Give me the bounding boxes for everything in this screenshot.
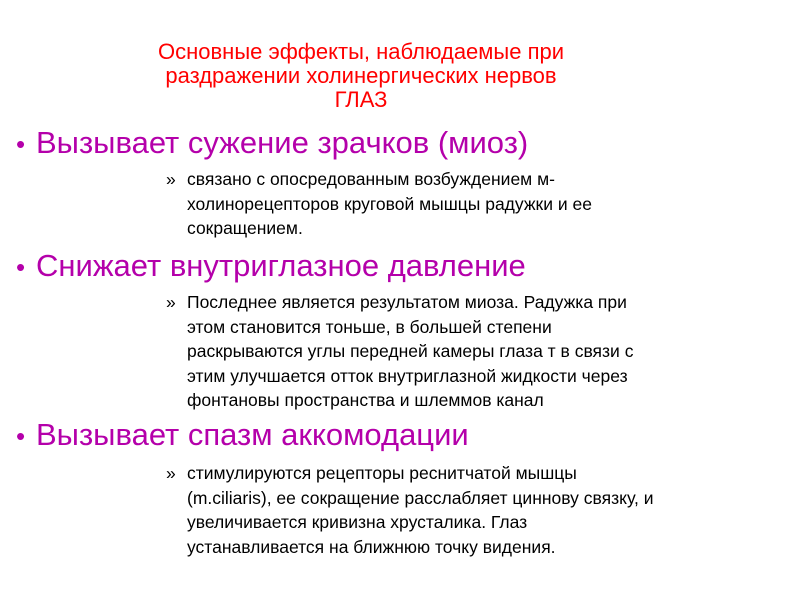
bullet-text: Снижает внутриглазное давление [36,248,526,283]
bullet-text: Вызывает спазм аккомодации [36,417,469,452]
bullet-item [16,417,469,454]
bullet-marker: • [16,252,26,282]
sub-bullet-line: стимулируются рецепторы реснитчатой мышцы [187,463,577,483]
bullet-marker: • [16,421,26,451]
sub-bullet-line: устанавливается на ближнюю точку видения. [187,536,556,557]
sub-bullet [166,167,798,241]
slide-title [0,40,722,112]
sub-bullet-line: раскрываются углы передней камеры глаза т в связи с [187,341,634,361]
title-line: ГЛАЗ [334,87,388,112]
sub-bullet-marker: » [166,463,176,483]
sub-bullet-line: этим улучшается отток внутриглазной жидкости через [187,365,628,386]
sub-bullet [166,461,798,559]
bullet-item [16,248,526,285]
bullet-text: Вызывает сужение зрачков (миоз) [36,125,529,160]
sub-bullet [166,290,798,413]
sub-bullet-line: фонтановы пространства и шлеммов канал [187,390,544,410]
sub-bullet-line: (m.ciliaris), ее сокращение расслабляет циннову связку, и [187,487,654,508]
bullet-marker: • [16,129,26,159]
sub-bullet-line: Последнее является результатом миоза. Радужка при [187,292,627,312]
sub-bullet-line: связано с опосредованным возбуждением м- [187,169,555,189]
sub-bullet-line: этом становится тоньше, в большей степени [187,316,552,337]
sub-bullet-line: холинорецепторов круговой мышцы радужки и ее [187,193,592,214]
bullet-item [16,125,528,162]
title-line: Основные эффекты, наблюдаемые при [157,39,565,64]
title-line: раздражении холинергических нервов [165,63,557,88]
sub-bullet-marker: » [166,169,176,189]
sub-bullet-line: сокращением. [187,218,303,238]
sub-bullet-line: увеличивается кривизна хрусталика. Глаз [187,512,528,532]
sub-bullet-marker: » [166,292,176,312]
